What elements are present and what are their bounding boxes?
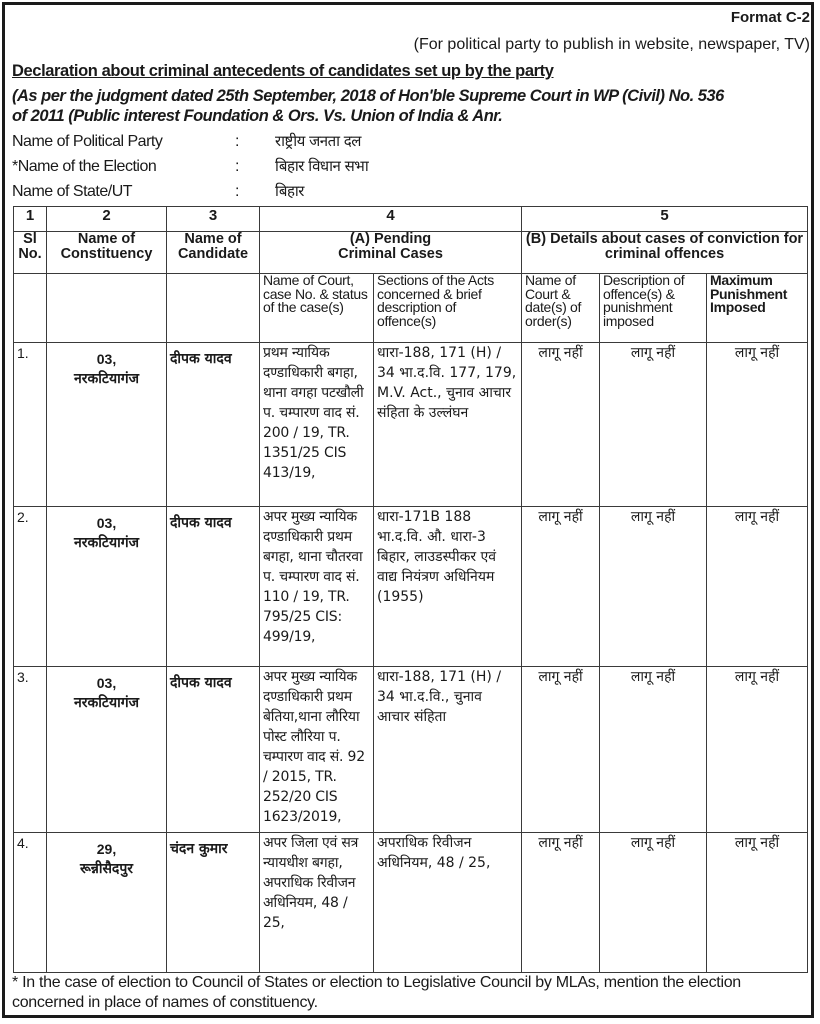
subtitle: (For political party to publish in website, newspaper, TV): [413, 36, 810, 53]
description-value: लागू नहीं: [600, 667, 707, 833]
constituency-name: नरकटियागंज: [74, 535, 139, 551]
description-value: लागू नहीं: [600, 833, 707, 973]
party-value: राष्ट्रीय जनता दल: [275, 132, 361, 150]
max-punishment-value: लागू नहीं: [707, 833, 808, 973]
judgment-reference: [12, 86, 812, 126]
table-row: [14, 833, 808, 973]
state-value: बिहार: [275, 182, 304, 200]
description-value: लागू नहीं: [600, 343, 707, 507]
court-date-value: लागू नहीं: [522, 507, 600, 667]
column-number: 4: [260, 207, 522, 232]
max-punishment-value: लागू नहीं: [707, 667, 808, 833]
header-conviction: (B) Details about cases of conviction for criminal offences: [522, 232, 808, 274]
empty-cell: [47, 274, 167, 343]
judgment-line-2: of 2011 (Public interest Foundation & Ors. Vs. Union of India & Anr.: [12, 107, 503, 125]
election-row: [12, 156, 368, 176]
colon: :: [235, 158, 239, 175]
state-label: Name of State/UT: [12, 183, 133, 200]
header-sl-no: Sl No.: [14, 232, 47, 274]
candidate-name: दीपक यादव: [167, 507, 260, 667]
table-row: [14, 667, 808, 833]
column-number: 3: [167, 207, 260, 232]
format-label: Format C-2: [730, 9, 810, 26]
election-value: बिहार विधान सभा: [275, 157, 369, 175]
table-row: [14, 507, 808, 667]
constituency: [47, 507, 167, 667]
max-punishment-value: लागू नहीं: [707, 343, 808, 507]
sections-details: धारा-188, 171 (H) / 34 भा.द.वि., चुनाव आचार संहिता: [374, 667, 522, 833]
candidate-name: दीपक यादव: [167, 343, 260, 507]
empty-cell: [14, 274, 47, 343]
declaration-title: Declaration about criminal antecedents of candidates set up by the party: [12, 62, 554, 80]
subheader-court-case: Name of Court, case No. & status of the case(s): [260, 274, 374, 343]
subheader-description: Description of offence(s) & punishment imposed: [600, 274, 707, 343]
election-label: *Name of the Election: [12, 158, 157, 175]
sections-details: अपराधिक रिवीजन अधिनियम, 48 / 25,: [374, 833, 522, 973]
table-row: [14, 343, 808, 507]
colon: :: [235, 183, 239, 200]
constituency: [47, 833, 167, 973]
constituency-number: 03,: [96, 351, 117, 367]
constituency-name: नरकटियागंज: [74, 371, 139, 387]
header-row: [14, 232, 808, 274]
sub-header-row: [14, 274, 808, 343]
subheader-max-punishment: Maximum Punishment Imposed: [707, 274, 808, 343]
court-date-value: लागू नहीं: [522, 343, 600, 507]
party-label: Name of Political Party: [12, 133, 163, 150]
court-date-value: लागू नहीं: [522, 667, 600, 833]
court-case-details: अपर मुख्य न्यायिक दण्डाधिकारी प्रथम बेतिया,थाना लौरिया पोस्ट लौरिया प. चम्पारण वाद सं. 92 / 2015, TR. 252/20 CIS 1623/2019,: [260, 667, 374, 833]
candidate-name: चंदन कुमार: [167, 833, 260, 973]
description-value: लागू नहीं: [600, 507, 707, 667]
criminal-antecedents-table: [13, 206, 808, 973]
constituency: [47, 667, 167, 833]
column-number: 1: [14, 207, 47, 232]
header-pending-cases: (A) Pending Criminal Cases: [260, 232, 522, 274]
footnote: * In the case of election to Council of States or election to Legislative Council by MLAs, mention the election concerned in place of names of constituency.: [12, 974, 741, 1011]
constituency-number: 03,: [96, 675, 117, 691]
state-row: [12, 181, 304, 201]
constituency-number: 03,: [96, 515, 117, 531]
column-number-row: [14, 207, 808, 232]
constituency-name: नरकटियागंज: [74, 695, 139, 711]
column-number: 2: [47, 207, 167, 232]
party-row: [12, 131, 361, 151]
court-date-value: लागू नहीं: [522, 833, 600, 973]
sl-no: 4.: [14, 833, 47, 973]
sections-details: धारा-171B 188 भा.द.वि. औ. धारा-3 बिहार, लाउडस्पीकर एवं वाद्य नियंत्रण अधिनियम (1955): [374, 507, 522, 667]
constituency-name: रून्नीसैदपुर: [79, 861, 134, 877]
sl-no: 3.: [14, 667, 47, 833]
subheader-sections: Sections of the Acts concerned & brief description of offence(s): [374, 274, 522, 343]
sl-no: 1.: [14, 343, 47, 507]
sections-details: धारा-188, 171 (H) / 34 भा.द.वि. 177, 179, M.V. Act., चुनाव आचार संहिता के उल्लंघन: [374, 343, 522, 507]
constituency: [47, 343, 167, 507]
court-case-details: प्रथम न्यायिक दण्डाधिकारी बगहा, थाना वगहा पटखौली प. चम्पारण वाद सं. 200 / 19, TR. 1351/25 CIS 413/19,: [260, 343, 374, 507]
empty-cell: [167, 274, 260, 343]
subheader-court-date: Name of Court & date(s) of order(s): [522, 274, 600, 343]
max-punishment-value: लागू नहीं: [707, 507, 808, 667]
header-candidate: Name of Candidate: [167, 232, 260, 274]
sl-no: 2.: [14, 507, 47, 667]
constituency-number: 29,: [96, 841, 117, 857]
court-case-details: अपर मुख्य न्यायिक दण्डाधिकारी प्रथम बगहा, थाना चौतरवा प. चम्पारण वाद सं. 110 / 19, TR. 795/25 CIS: 499/19,: [260, 507, 374, 667]
colon: :: [235, 133, 239, 150]
judgment-line-1: (As per the judgment dated 25th September, 2018 of Hon'ble Supreme Court in WP (Civil) No. 536: [12, 87, 724, 105]
candidate-name: दीपक यादव: [167, 667, 260, 833]
header-constituency: Name of Constituency: [47, 232, 167, 274]
column-number: 5: [522, 207, 808, 232]
court-case-details: अपर जिला एवं सत्र न्यायधीश बगहा, अपराधिक रिवीजन अधिनियम, 48 / 25,: [260, 833, 374, 973]
